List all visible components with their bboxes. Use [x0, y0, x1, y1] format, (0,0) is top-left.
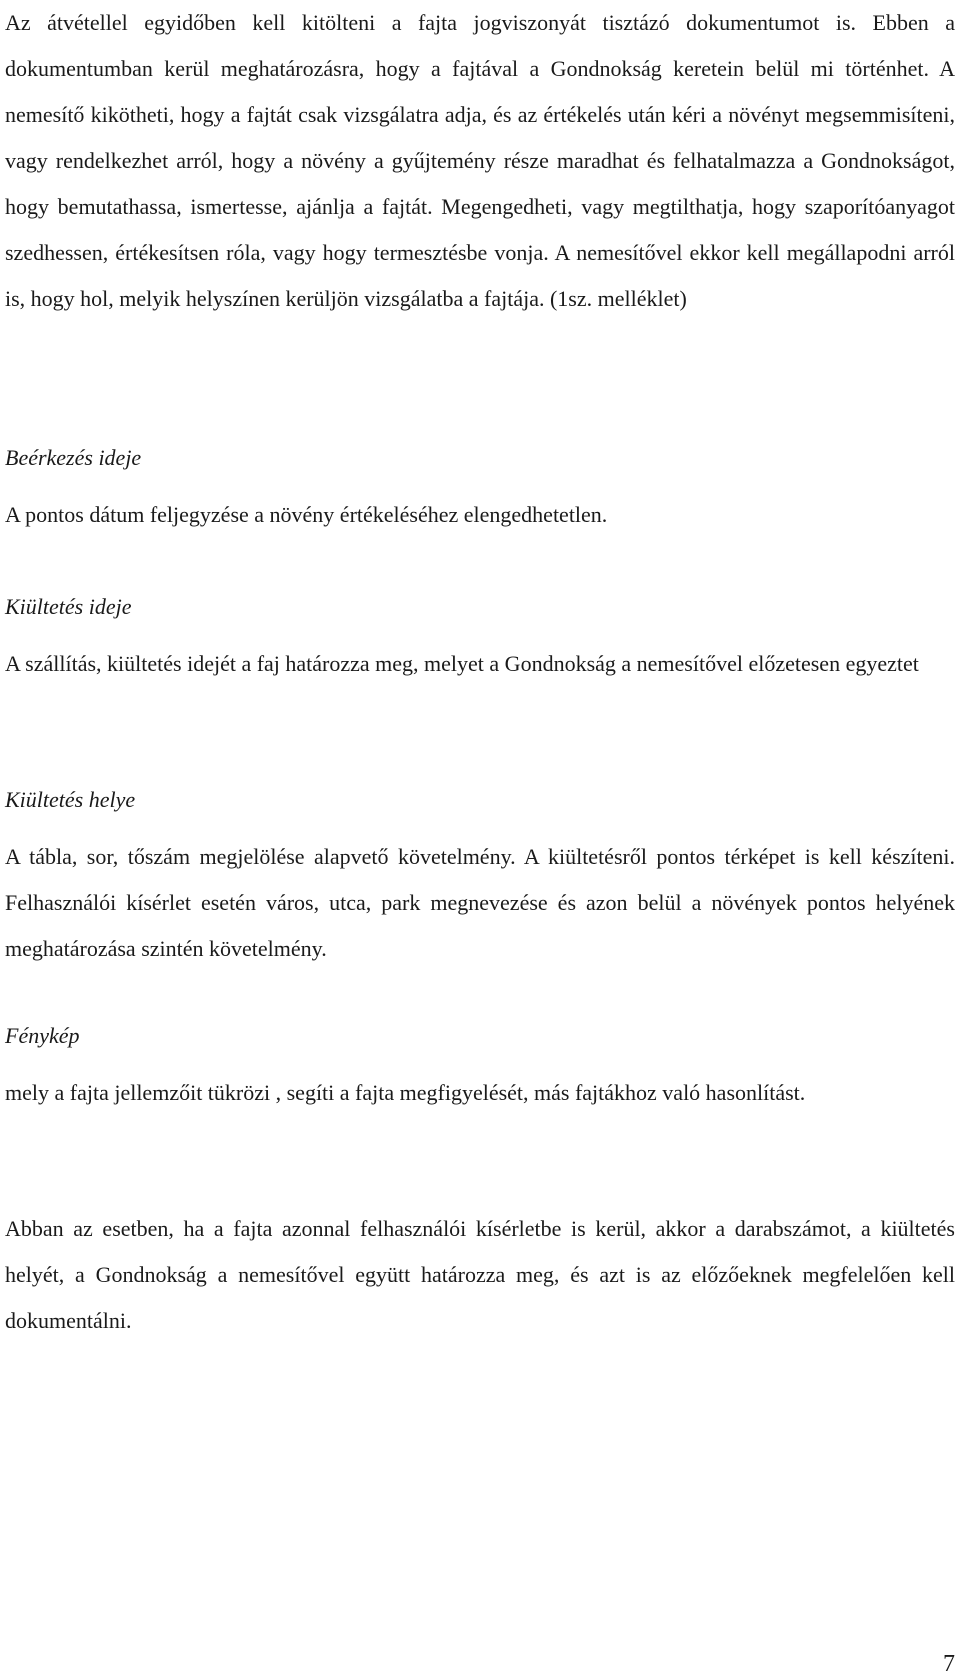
section-body-arrival-date: A pontos dátum feljegyzése a növény értékeléséhez elengedhetetlen.: [5, 502, 608, 527]
section-body-planting-time: A szállítás, kiültetés idejét a faj határozza meg, melyet a Gondnokság a nemesítővel előzetesen egyeztet: [5, 651, 919, 676]
section-body-photo: mely a fajta jellemzőit tükrözi , segíti a fajta megfigyelését, más fajtákhoz való hasonlítást.: [5, 1080, 806, 1105]
section-heading-photo: Fénykép: [5, 1023, 80, 1048]
section-heading-arrival-date: Beérkezés ideje: [5, 445, 142, 470]
section-heading-planting-location: Kiültetés helye: [5, 787, 136, 812]
section-body-planting-location: A tábla, sor, tőszám megjelölése alapvető követelmény. A kiültetésről pontos térképet is kell készíteni. Felhasználói kísérlet esetén város, utca, park megnevezése és azon belül a növények pontos helyének meghatározása szintén követelmény.: [5, 844, 955, 961]
closing-paragraph: Abban az esetben, ha a fajta azonnal felhasználói kísérletbe is kerül, akkor a darabszámot, a kiültetés helyét, a Gondnokság a nemesítővel együtt határozza meg, és azt is az előzőeknek megfelelően kell dokumentálni.: [5, 1216, 955, 1333]
intro-paragraph: Az átvétellel egyidőben kell kitölteni a fajta jogviszonyát tisztázó dokumentumot is. Ebben a dokumentumban kerül meghatározásra, hogy a fajtával a Gondnokság keretein belül mi történhet. A nemesítő kikötheti, hogy a fajtát csak vizsgálatra adja, és az értékelés után kéri a növényt megsemmisíteni, vagy rendelkezhet arról, hogy a növény a gyűjtemény része maradhat és felhatalmazza a Gondnokságot, hogy bemutathassa, ismertesse, ajánlja a fajtát. Megengedheti, vagy megtilthatja, hogy szaporítóanyagot szedhessen, értékesítsen róla, vagy hogy termesztésbe vonja. A nemesítővel ekkor kell megállapodni arról is, hogy hol, melyik helyszínen kerüljön vizsgálatba a fajtája. (1sz. melléklet): [5, 10, 955, 311]
section-heading-planting-time: Kiültetés ideje: [5, 594, 132, 619]
page-number: 7: [943, 1651, 955, 1677]
